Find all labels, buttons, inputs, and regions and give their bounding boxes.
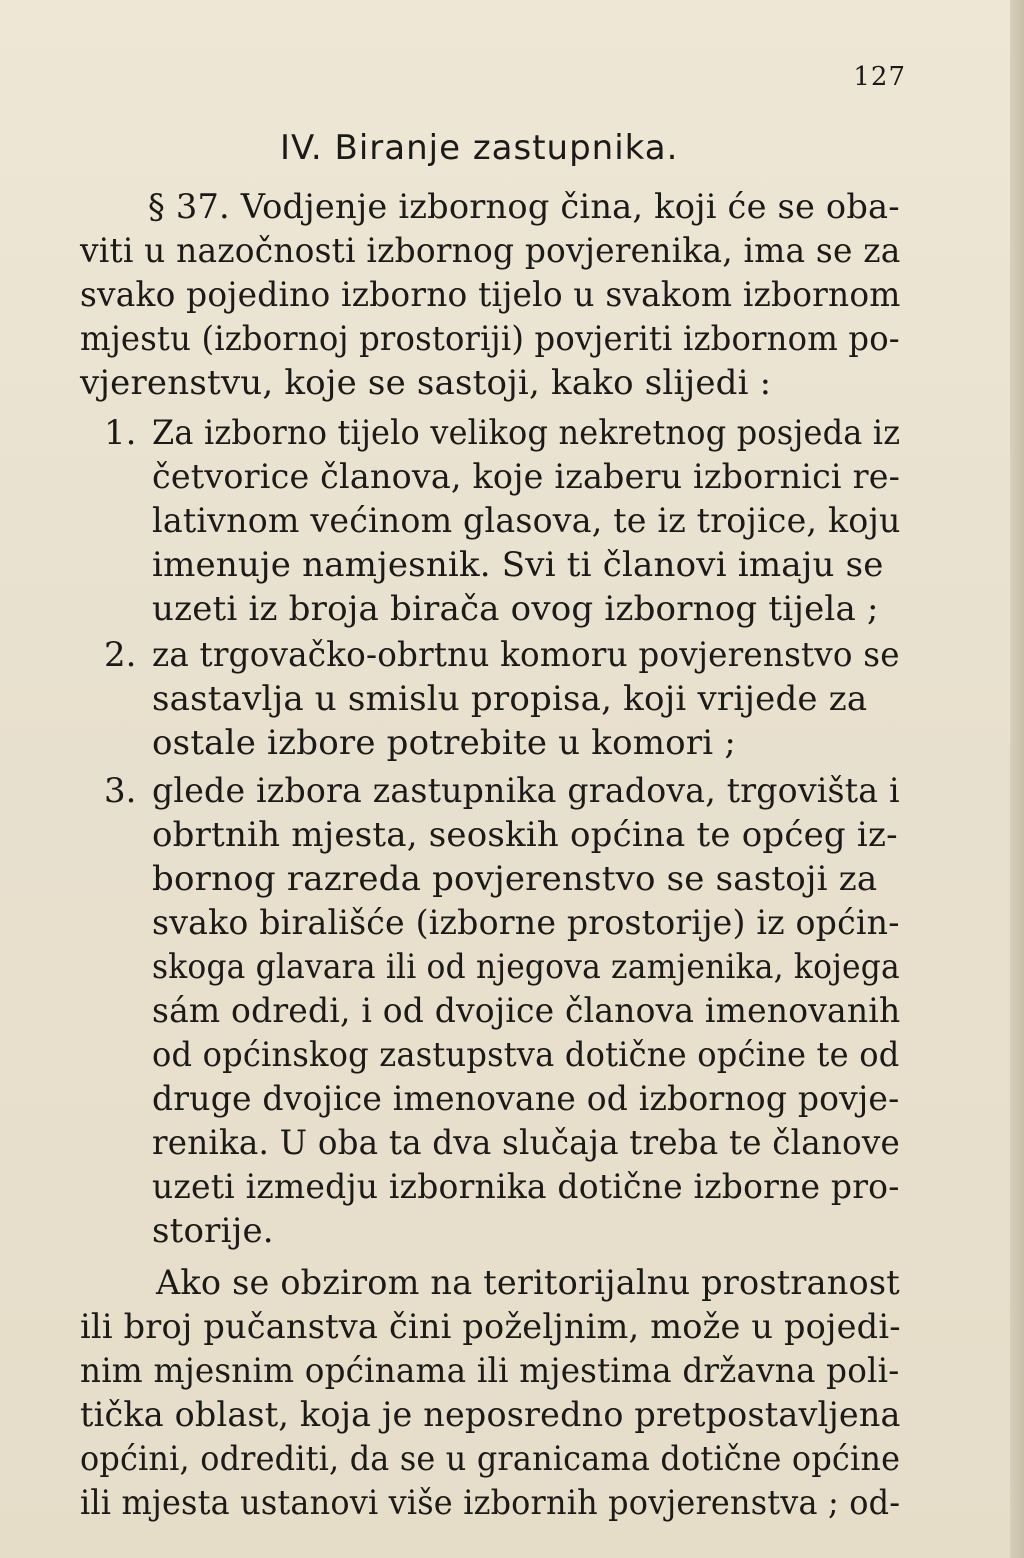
closing-line: ili mjesta ustanovi više izbornih povjerenstva ; od- [80,1483,901,1523]
item-number: 2. [104,635,137,675]
item-line: od općinskog zastupstva dotične općine te od [152,1035,900,1075]
item-line: uzeti iz broja birača ovog izbornog tijela ; [152,589,879,629]
item-line: sám odredi, i od dvojice članova imenovanih [152,991,901,1031]
intro-line: svako pojedino izborno tijelo u svakom izbornom [80,275,901,315]
closing-line: tička oblast, koja je neposredno pretpostavljena [80,1395,901,1435]
item-line: renika. U oba ta dva slučaja treba te članove [152,1123,900,1163]
item-line: storije. [152,1211,274,1251]
intro-line: viti u nazočnosti izbornog povjerenika, ima se za [80,231,901,271]
item-line: sastavlja u smislu propisa, koji vrijede za [152,679,868,719]
item-number: 3. [104,771,137,811]
closing-line: općini, odrediti, da se u granicama dotične općine [80,1439,901,1479]
intro-line: § 37. Vodjenje izbornog čina, koji će se oba- [148,187,900,227]
item-line: lativnom većinom glasova, te iz trojice, koju [152,501,901,541]
closing-line: ili broj pučanstva čini poželjnim, može u pojedi- [80,1307,901,1347]
page-number: 127 [853,62,906,92]
item-line: bornog razreda povjerenstvo se sastoji za [152,859,878,899]
item-line: za trgovačko-obrtnu komoru povjerenstvo se [152,635,900,675]
intro-line: mjestu (izbornoj prostoriji) povjeriti izbornom po- [80,319,900,359]
item-line: imenuje namjesnik. Svi ti članovi imaju se [152,545,884,585]
item-line: četvorice članova, koje izaberu izbornici re- [152,457,901,497]
closing-line: Ako se obzirom na teritorijalnu prostranost [156,1263,900,1303]
item-line: druge dvojice imenovane od izbornog povje- [152,1079,900,1119]
section-heading: IV. Biranje zastupnika. [280,128,679,168]
closing-line: nim mjesnim općinama ili mjestima državna poli- [80,1351,900,1391]
item-number: 1. [104,413,137,453]
item-line: glede izbora zastupnika gradova, trgovišta i [152,771,900,811]
item-line: Za izborno tijelo velikog nekretnog posjeda iz [152,413,901,453]
page-spine-shadow [1010,0,1024,1558]
item-line: obrtnih mjesta, seoskih općina te općeg iz- [152,815,898,855]
item-line: svako birališće (izborne prostorije) iz općin- [152,903,900,943]
item-line: uzeti izmedju izbornika dotične izborne pro- [152,1167,900,1207]
intro-line: vjerenstvu, koje se sastoji, kako slijedi : [80,363,772,403]
item-line: skoga glavara ili od njegova zamjenika, kojega [152,947,900,987]
item-line: ostale izbore potrebite u komori ; [152,723,737,763]
